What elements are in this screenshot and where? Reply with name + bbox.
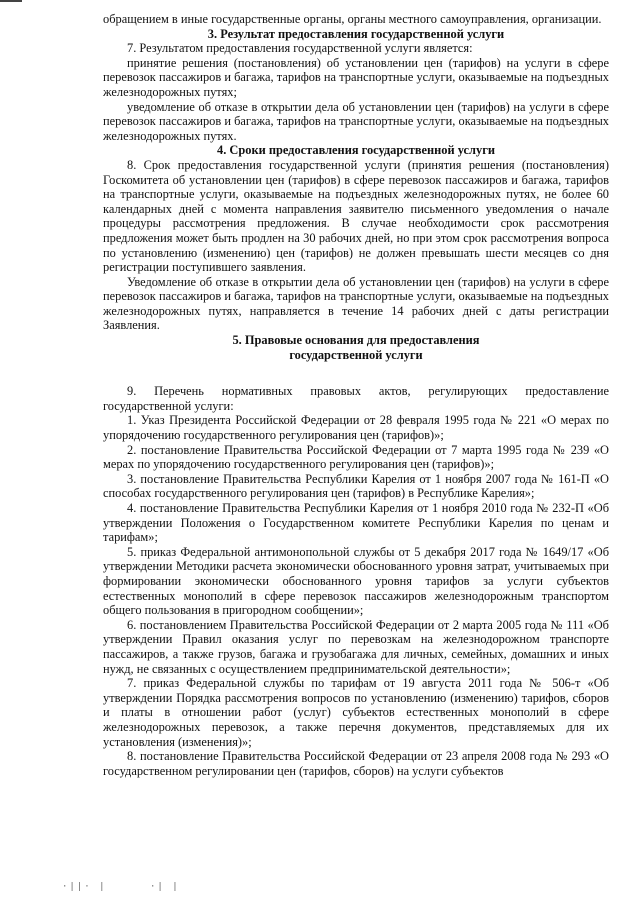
- paragraph-9: 9. Перечень нормативных правовых актов, регулирующих предоставление государственной услуги:: [103, 384, 609, 413]
- section-heading-5-line2: государственной услуги: [289, 347, 423, 362]
- paragraph-7-decision: принятие решения (постановления) об установлении цен (тарифов) на услуги в сфере перевозок пассажиров и багажа, тарифов на транспортные услуги, оказываемые на подъездных железнодорожных путях;: [103, 55, 609, 99]
- intro-paragraph: обращением в иные государственные органы, органы местного самоуправления, организации.: [103, 12, 602, 26]
- scan-artifact-mark: ·||· |: [62, 882, 107, 892]
- paragraph-7-refusal: уведомление об отказе в открытии дела об установлении цен (тарифов) на услуги в сфере перевозок пассажиров и багажа, тарифов на транспортные услуги, оказываемые на подъездных железнодорожных путях.: [103, 99, 609, 143]
- legal-act-item: 1. Указ Президента Российской Федерации от 28 февраля 1995 года № 221 «О мерах по упорядочению государственного регулирования цен (тарифов)»;: [103, 413, 609, 443]
- legal-act-item: 7. приказ Федеральной службы по тарифам от 19 августа 2011 года № 506-т «Об утверждении Порядка рассмотрения вопросов по установлению (изменению) тарифов, сборов и платы в отношении работ (услуг) субъектов естественных монополий в сфере железнодорожных перевозок, а также перечня документов, представляемых для их установления (изменения)»;: [103, 676, 609, 749]
- scan-corner-mark: [0, 0, 22, 2]
- paragraph-8-refusal-notice: Уведомление об отказе в открытии дела об установлении цен (тарифов) на услуги в сфере перевозок пассажиров и багажа, тарифов на транспортные услуги, оказываемые на подъездных железнодорожных путях, направляется в течение 14 рабочих дней с даты регистрации Заявления.: [103, 274, 609, 333]
- paragraph-8: 8. Срок предоставления государственной услуги (принятия решения (постановления) Госкомитета об установлении цен (тарифов) в сфере перевозок пассажиров и багажа, тарифов на транспортные услуги, оказываемые на подъездных железнодорожных путях, не более 60 календарных дней с момента направления заявителю письменного уведомления о начале процедуры рассмотрения предложения. В случае необходимости срок рассмотрения предложения может быть продлен на 30 рабочих дней, но при этом срок рассмотрения вопроса по установлению (изменению) цен (тарифов) не должен превышать шести месяцев со дня регистрации поступившего заявления.: [103, 157, 609, 275]
- legal-act-item: 8. постановление Правительства Российской Федерации от 23 апреля 2008 года № 293 «О государственном регулировании цен (тарифов, сборов) на услуги субъектов: [103, 749, 609, 778]
- legal-act-item: 6. постановлением Правительства Российской Федерации от 2 марта 2005 года № 111 «Об утверждении Правил оказания услуг по перевозкам на железнодорожном транспорте пассажиров, а также грузов, багажа и грузобагажа для личных, семейных, домашних и иных нужд, не связанных с осуществлением предпринимательской деятельности»;: [103, 617, 609, 676]
- document-page: [103, 12, 609, 778]
- section-heading-4: 4. Сроки предоставления государственной услуги: [217, 143, 495, 158]
- legal-act-item: 2. постановление Правительства Российской Федерации от 7 марта 1995 года № 239 «О мерах по упорядочению государственного регулирования цен (тарифов)»;: [103, 442, 609, 472]
- scan-artifact-mark: ·| |: [150, 882, 180, 892]
- legal-act-item: 3. постановление Правительства Республики Карелия от 1 ноября 2007 года № 161-П «О способах государственного регулирования цен (тарифов) в Республике Карелия»;: [103, 471, 609, 501]
- section-spacer: [103, 362, 609, 384]
- section-heading-5-line1: 5. Правовые основания для предоставления: [232, 333, 480, 348]
- section-heading-3: 3. Результат предоставления государственной услуги: [207, 26, 505, 41]
- paragraph-7: 7. Результатом предоставления государственной услуги является:: [127, 41, 473, 56]
- legal-act-item: 4. постановление Правительства Республики Карелия от 1 ноября 2010 года № 232-П «Об утверждении Положения о Государственном комитете Республики Карелия по ценам и тарифам»;: [103, 501, 609, 545]
- legal-act-item: 5. приказ Федеральной антимонопольной службы от 5 декабря 2017 года № 1649/17 «Об утверждении Методики расчета экономически обоснованного уровня затрат, учитываемых при формировании экономически обоснованного уровня тарифов за услуги субъектов естественных монополий в сфере перевозок пассажиров железнодорожным транспортом общего пользования в пригородном сообщении»;: [103, 544, 609, 618]
